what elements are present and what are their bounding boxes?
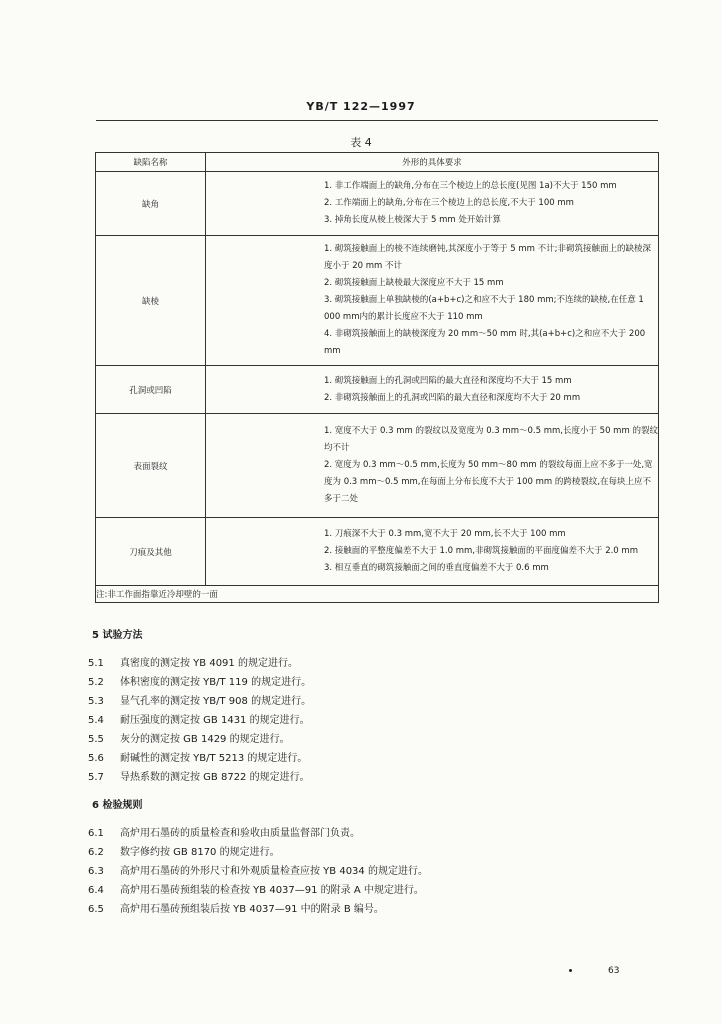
requirement-item: 3. 相互垂直的砌筑接触面之间的垂直度偏差不大于 0.6 mm [324, 563, 549, 573]
clause-text: 高炉用石墨砖的外形尺寸和外观质量检查应按 YB 4034 的规定进行。 [120, 866, 428, 877]
clause-number: 5.5 [88, 734, 104, 745]
table-header-row [96, 153, 659, 172]
defect-name: 缺棱 [96, 236, 206, 366]
defect-name: 表面裂纹 [96, 414, 206, 518]
page-number: 63 [608, 966, 620, 976]
defect-name: 孔洞或凹陷 [96, 366, 206, 414]
table-note: 注:非工作面指靠近冷却壁的一面 [96, 586, 659, 603]
table-row [96, 172, 659, 236]
standard-header: YB/T 122—1997 [306, 100, 416, 113]
clause-text: 导热系数的测定按 GB 8722 的规定进行。 [120, 772, 310, 783]
clause-number: 5.2 [88, 677, 104, 688]
clause-number: 6.1 [88, 828, 104, 839]
clause-number: 6.5 [88, 904, 104, 915]
clause-text: 耐压强度的测定按 GB 1431 的规定进行。 [120, 715, 310, 726]
requirement-item: 1. 刀痕深不大于 0.3 mm,宽不大于 20 mm,长不大于 100 mm [324, 529, 566, 539]
table-title: 表 4 [350, 136, 372, 149]
clause-6-5 [88, 900, 384, 915]
clause-text: 数字修约按 GB 8170 的规定进行。 [120, 847, 280, 858]
requirement-item: 2. 非砌筑接触面上的孔洞或凹陷的最大直径和深度均不大于 20 mm [324, 392, 581, 403]
requirement-item: 1. 宽度不大于 0.3 mm 的裂纹以及宽度为 0.3 mm～0.5 mm,长度小于 50 mm 的裂纹均不计 [324, 426, 658, 453]
clause-5-5 [88, 730, 290, 745]
requirement-item: 4. 非砌筑接触面上的缺棱深度为 20 mm～50 mm 时,其(a+b+c)之和应不大于 200 mm [324, 329, 646, 356]
table-row [96, 236, 659, 366]
clause-5-7 [88, 768, 310, 783]
defect-name: 缺角 [96, 172, 206, 236]
requirement-item: 1. 非工作端面上的缺角,分布在三个棱边上的总长度(见图 1a)不大于 150 mm [324, 181, 617, 191]
clause-text: 真密度的测定按 YB 4091 的规定进行。 [120, 658, 298, 669]
clause-6-2 [88, 843, 280, 858]
clause-6-4 [88, 881, 424, 896]
clause-text: 高炉用石墨砖的质量检查和验收由质量监督部门负责。 [120, 828, 360, 839]
requirement-item: 2. 砌筑接触面上缺棱最大深度应不大于 15 mm [324, 278, 504, 288]
clause-5-4 [88, 711, 310, 726]
requirement-item: 3. 砌筑接触面上单独缺棱的(a+b+c)之和应不大于 180 mm;不连续的缺棱,在任意 1 000 mm内的累计长度应不大于 110 mm [324, 295, 644, 322]
clause-number: 5.4 [88, 715, 104, 726]
clause-number: 6.4 [88, 885, 104, 896]
clause-6-1 [88, 824, 360, 839]
defect-requirements [206, 518, 659, 586]
clause-number: 6.3 [88, 866, 104, 877]
defects-table [95, 152, 659, 603]
requirement-item: 3. 掉角长度从棱上棱深大于 5 mm 处开始计算 [324, 215, 501, 225]
table-row [96, 414, 659, 518]
clause-number: 5.3 [88, 696, 104, 707]
section-6-title: 6 检验规则 [92, 800, 143, 811]
clause-5-1 [88, 654, 298, 669]
requirement-item: 2. 宽度为 0.3 mm～0.5 mm,长度为 50 mm～80 mm 的裂纹每面上应不多于一处,宽度为 0.3 mm～0.5 mm,在每面上分布长度不大于 100 mm 的跨棱裂纹,在每块上应不多于二处 [324, 460, 653, 504]
table-note-row [96, 586, 659, 603]
column-header-name: 缺陷名称 [96, 153, 206, 172]
defect-name: 刀痕及其他 [96, 518, 206, 586]
column-header-requirement: 外形的具体要求 [206, 153, 659, 172]
table-row [96, 518, 659, 586]
defect-requirements [206, 172, 659, 236]
clause-6-3 [88, 862, 428, 877]
clause-5-6 [88, 749, 307, 764]
clause-text: 高炉用石墨砖预组装后按 YB 4037—91 中的附录 B 编号。 [120, 904, 384, 915]
clause-text: 灰分的测定按 GB 1429 的规定进行。 [120, 734, 290, 745]
clause-number: 6.2 [88, 847, 104, 858]
scan-speck [569, 969, 572, 972]
clause-5-3 [88, 692, 311, 707]
defect-requirements [206, 414, 659, 518]
clause-text: 高炉用石墨砖预组装的检查按 YB 4037—91 的附录 A 中规定进行。 [120, 885, 424, 896]
requirement-item: 1. 砌筑接触面上的孔洞或凹陷的最大直径和深度均不大于 15 mm [324, 375, 572, 386]
clause-text: 耐碱性的测定按 YB/T 5213 的规定进行。 [120, 753, 308, 764]
defect-requirements [206, 366, 659, 414]
clause-5-2 [88, 673, 311, 688]
table-row [96, 366, 659, 414]
clause-text: 体积密度的测定按 YB/T 119 的规定进行。 [120, 677, 312, 688]
defect-requirements [206, 236, 659, 366]
requirement-item: 1. 砌筑接触面上的棱不连续磨钝,其深度小于等于 5 mm 不计;非砌筑接触面上的缺棱深度小于 20 mm 不计 [324, 244, 651, 271]
clause-number: 5.1 [88, 658, 104, 669]
clause-number: 5.7 [88, 772, 104, 783]
header-rule [96, 120, 658, 121]
section-5-title: 5 试验方法 [92, 630, 143, 641]
clause-number: 5.6 [88, 753, 104, 764]
requirement-item: 2. 接触面的平整度偏差不大于 1.0 mm,非砌筑接触面的平面度偏差不大于 2.0 mm [324, 546, 638, 556]
requirement-item: 2. 工作端面上的缺角,分布在三个棱边上的总长度,不大于 100 mm [324, 198, 574, 208]
clause-text: 显气孔率的测定按 YB/T 908 的规定进行。 [120, 696, 312, 707]
